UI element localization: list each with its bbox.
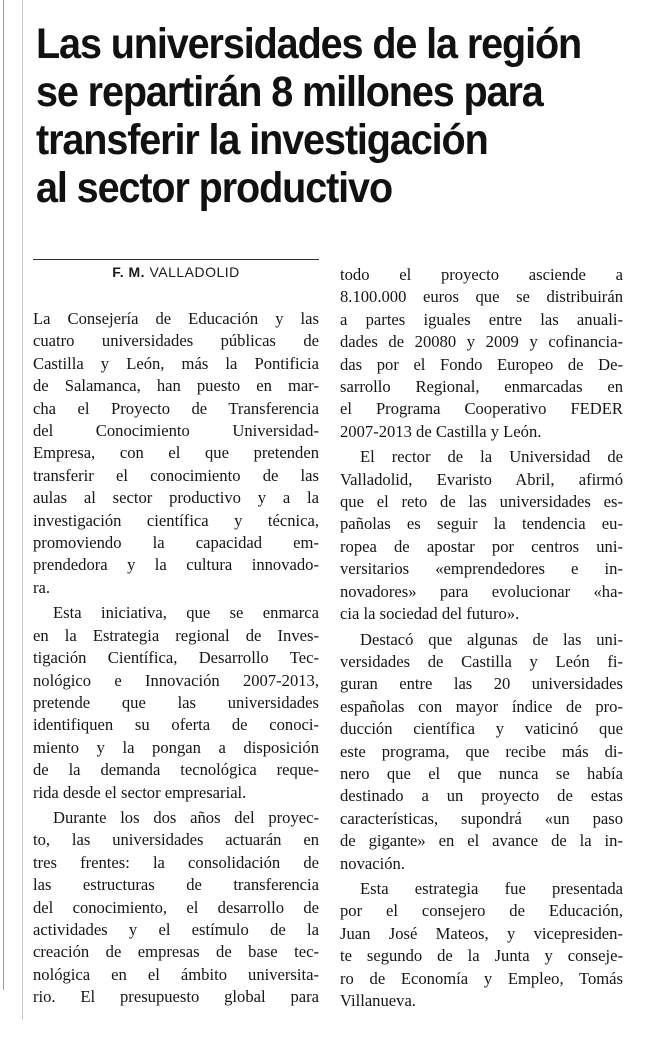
text-line: identifiquen su oferta de conoci- [33,715,319,735]
text-line: rio. El presupuesto global para [33,987,319,1007]
byline [33,264,319,280]
text-line: por el consejero de Educación, [340,901,623,921]
text-line: aulas al sector productivo y a la [33,488,319,508]
text-line: ra. [33,577,51,597]
column-gutter-line [22,0,23,1020]
text-line: das por el Fondo Europeo de De- [340,354,623,374]
text-line: ducción científica y vaticinó que [340,719,623,739]
text-line: de la demanda tecnológica reque- [33,760,319,780]
text-line: que el reto de las universidades es- [340,492,623,512]
text-line: miento y la pongan a disposición [33,737,319,757]
text-line: ropea de apostar por centros uni- [340,536,623,556]
text-line: tigación Científica, Desarrollo Tec- [33,648,319,668]
text-line: promoviendo la capacidad em- [33,533,319,553]
text-line: Esta iniciativa, que se enmarca [53,603,319,623]
text-line: en la Estrategia regional de Inves- [33,625,319,645]
text-line: a partes iguales entre las anuali- [340,309,623,329]
text-line: pretende que las universidades [33,692,319,712]
paragraph-5 [340,446,623,625]
text-line: nero que el que nunca se había [340,763,623,783]
text-line: te segundo de la Junta y conseje- [340,946,623,966]
byline-author: F. M. [112,264,146,280]
headline [36,20,588,212]
text-line: ro de Economía y Empleo, Tomás [340,968,623,988]
article-column-right [340,264,623,1012]
text-line: novación. [340,853,405,873]
text-line: Destacó que algunas de las uni- [360,629,623,649]
text-line: nológico e Innovación 2007-2013, [33,670,319,690]
paragraph-7 [340,878,623,1012]
text-line: pañolas es seguir la tendencia eu- [340,514,623,534]
text-line: transferir el conocimiento de las [33,465,319,485]
text-line: todo el proyecto asciende a [340,265,623,284]
headline-line: transferir la investigación [36,116,488,164]
text-line: de Salamanca, han puesto en mar- [33,376,319,396]
headline-line: se repartirán 8 millones para [36,68,543,116]
paragraph-6 [340,629,623,875]
headline-line: al sector productivo [36,164,393,212]
text-line: Castilla y León, más la Pontificia [33,353,319,373]
text-line: guran entre las 20 universidades [340,674,623,694]
text-line: destinado a un proyecto de estas [340,786,623,806]
text-line: características, supondrá «un paso [340,808,623,828]
text-line: to, las universidades actuarán en [33,830,319,850]
text-line: españolas con mayor índice de pro- [340,696,623,716]
text-line: 2007-2013 de Castilla y León. [340,421,542,441]
text-line: cia la sociedad del futuro». [340,604,520,624]
text-line: creación de empresas de base tec- [33,942,319,962]
text-line: Durante los dos años del proyec- [53,807,319,827]
text-line: este programa, que recibe más di- [340,741,623,761]
text-line: el Programa Cooperativo FEDER [340,399,623,419]
text-line: El rector de la Universidad de [360,447,623,467]
text-line: del Conocimiento Universidad- [33,421,319,441]
text-line: del conocimiento, el desarrollo de [33,897,319,917]
text-line: prendedora y la cultura innovado- [33,555,319,575]
text-line: las estructuras de transferencia [33,875,319,895]
byline-place: VALLADOLID [149,264,240,280]
text-line: versitarios «emprendedores e in- [340,559,623,579]
text-line: Villanueva. [340,991,416,1010]
text-line: cha el Proyecto de Transferencia [33,398,319,418]
byline-divider [33,259,319,260]
text-line: Empresa, con el que pretenden [33,443,319,463]
text-line: Juan José Mateos, y vicepresiden- [340,923,623,943]
text-line: novadores» para evolucionar «ha- [340,581,623,601]
text-line: Valladolid, Evaristo Abril, afirmó [340,469,623,489]
text-line: nológica en el ámbito universita- [33,964,319,984]
text-line: La Consejería de Educación y las [33,309,319,328]
text-line: versidades de Castilla y León fi- [340,651,623,671]
text-line: sarrollo Regional, enmarcadas en [340,377,623,397]
text-line: actividades y el estímulo de la [33,919,319,939]
headline-line: Las universidades de la región [36,20,582,68]
paragraph-1 [33,308,319,599]
text-line: de gigante» en el avance de la in- [340,831,623,851]
text-line: dades de 20080 y 2009 y cofinancia- [340,332,623,352]
text-line: tres frentes: la consolidación de [33,852,319,872]
paragraph-3 [33,807,319,1009]
text-line: rida desde el sector empresarial. [33,782,247,802]
paragraph-2 [33,602,319,804]
paragraph-4 [340,264,623,443]
text-line: Esta estrategia fue presentada [360,878,623,898]
article-column-left [33,308,319,1009]
page-edge-line [3,0,4,990]
text-line: investigación científica y técnica, [33,510,319,530]
text-line: cuatro universidades públicas de [33,331,319,351]
text-line: 8.100.000 euros que se distribuirán [340,287,623,307]
